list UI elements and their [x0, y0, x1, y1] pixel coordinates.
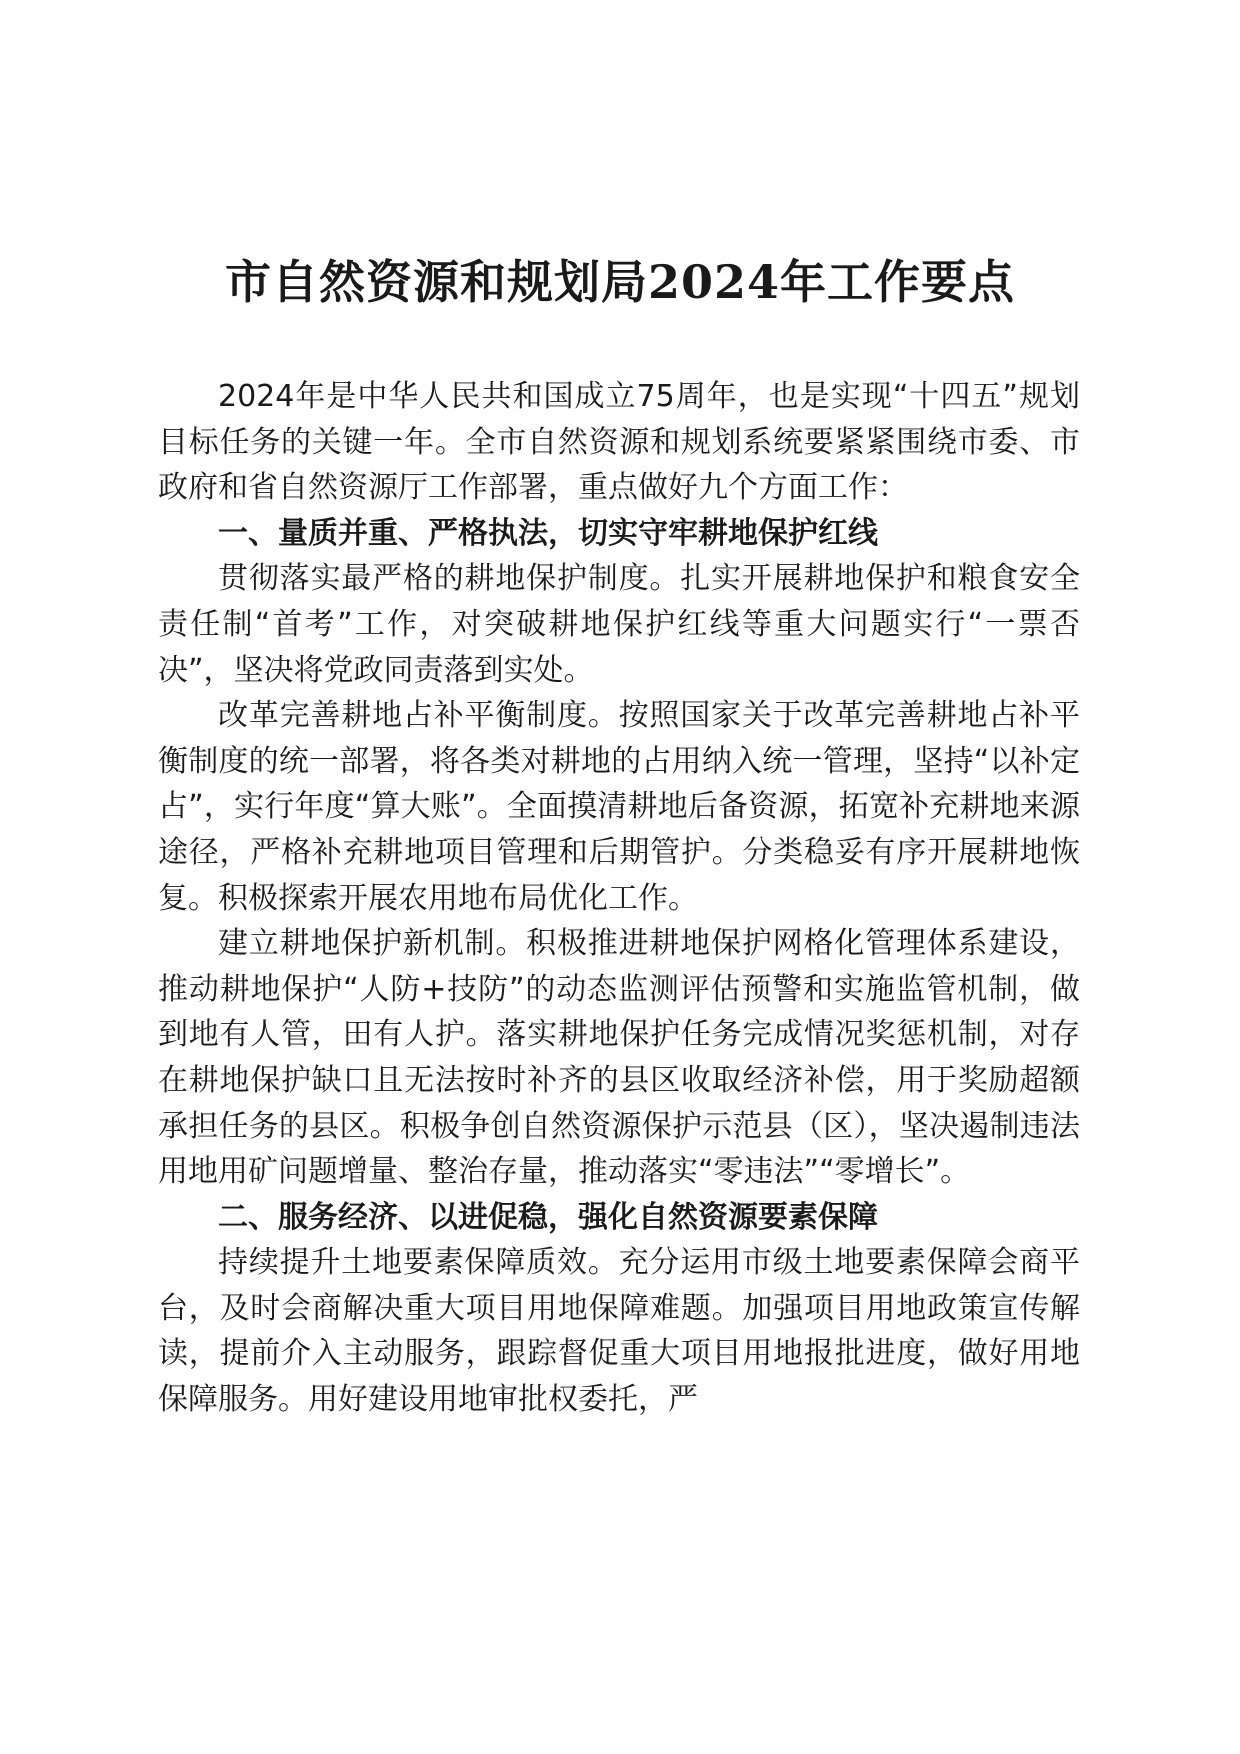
body-paragraph: 持续提升土地要素保障质效。充分运用市级土地要素保障会商平台，及时会商解决重大项目用地保障难题。加强项目用地政策宣传解读，提前介入主动服务，跟踪督促重大项目用地报批进度，做好用地保障服务。用好建设用地审批权委托，严 — [158, 1245, 1080, 1418]
section-heading: 一、量质并重、严格执法，切实守牢耕地保护红线 — [218, 515, 878, 551]
body-paragraph: 贯彻落实最严格的耕地保护制度。扎实开展耕地保护和粮食安全责任制“首考”工作，对突破耕地保护红线等重大问题实行“一票否决”，坚决将党政同责落到实处。 — [158, 561, 1080, 688]
body-paragraph: 改革完善耕地占补平衡制度。按照国家关于改革完善耕地占补平衡制度的统一部署，将各类对耕地的占用纳入统一管理，坚持“以补定占”，实行年度“算大账”。全面摸清耕地后备资源，拓宽补充耕地来源途径，严格补充耕地项目管理和后期管护。分类稳妥有序开展耕地恢复。积极探索开展农用地布局优化工作。 — [158, 698, 1080, 916]
intro-paragraph: 2024年是中华人民共和国成立75周年，也是实现“十四五”规划目标任务的关键一年。全市自然资源和规划系统要紧紧围绕市委、市政府和省自然资源厅工作部署，重点做好九个方面工作： — [158, 379, 1080, 506]
body-paragraph: 建立耕地保护新机制。积极推进耕地保护网格化管理体系建设，推动耕地保护“人防+技防”的动态监测评估预警和实施监管机制，做到地有人管，田有人护。落实耕地保护任务完成情况奖惩机制，对存在耕地保护缺口且无法按时补齐的县区收取经济补偿，用于奖励超额承担任务的县区。积极争创自然资源保护示范县（区），坚决遏制违法用地用矿问题增量、整治存量，推动落实“零违法”“零增长”。 — [158, 926, 1080, 1190]
section-heading: 二、服务经济、以进促稳，强化自然资源要素保障 — [218, 1199, 878, 1235]
document-title: 市自然资源和规划局2024年工作要点 — [224, 255, 1016, 309]
document-body — [158, 374, 1080, 1423]
